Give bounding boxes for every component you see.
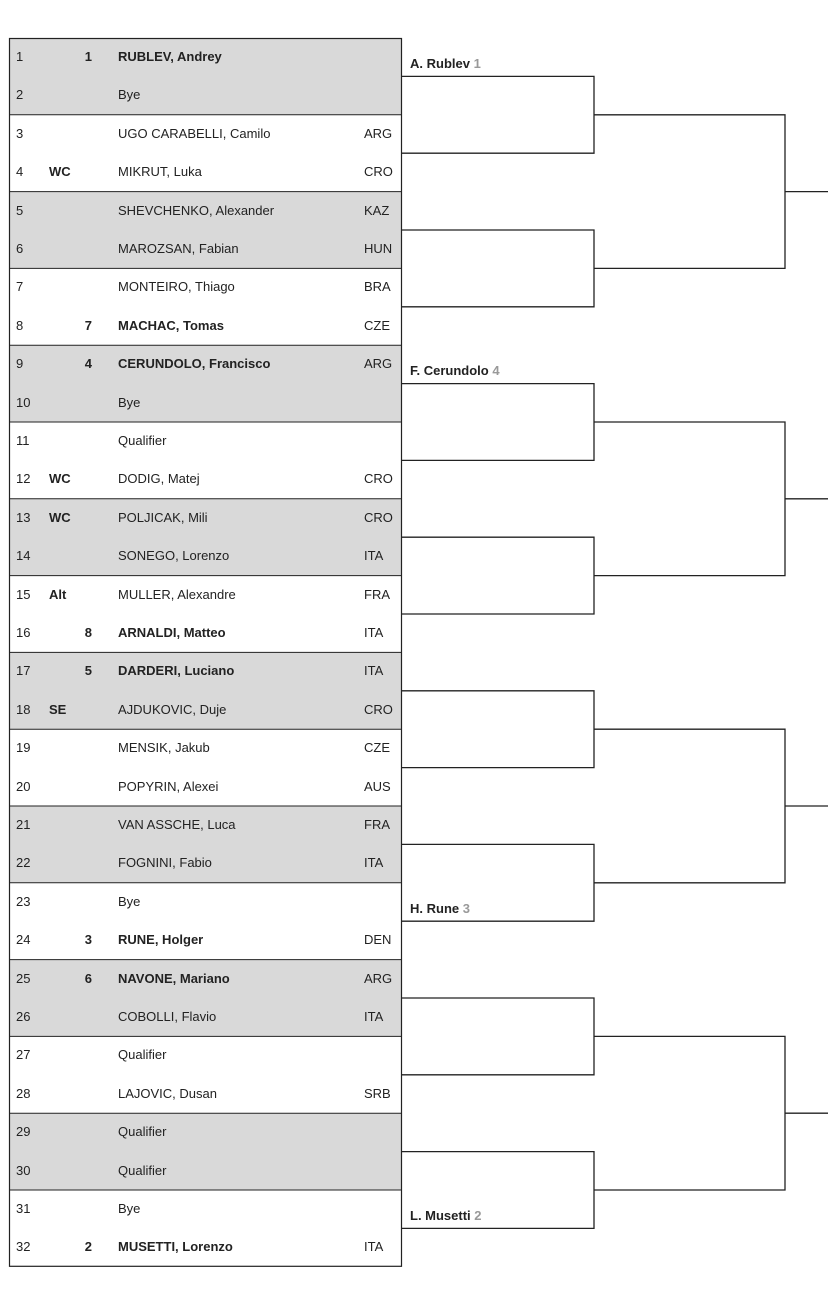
draw-position: 23: [16, 893, 31, 909]
r1-bracket-line: [402, 76, 594, 153]
player-country: AUS: [364, 778, 391, 794]
r1-bracket-line: [402, 384, 594, 461]
entry-type: SE: [49, 701, 67, 717]
advancer-seed: 3: [462, 901, 470, 916]
player-name: MONTEIRO, Thiago: [118, 279, 235, 295]
r1-bracket-line: [402, 230, 594, 307]
player-row: [9, 1048, 402, 1062]
player-name: AJDUKOVIC, Duje: [118, 701, 227, 717]
player-row: [9, 242, 402, 256]
player-name: MUSETTI, Lorenzo: [118, 1239, 233, 1255]
seed-number: 5: [84, 663, 92, 679]
player-country: CRO: [364, 509, 393, 525]
player-country: CRO: [364, 164, 393, 180]
player-name: Bye: [118, 87, 141, 103]
draw-position: 24: [16, 932, 31, 948]
player-name: MENSIK, Jakub: [118, 740, 210, 756]
player-country: ITA: [364, 855, 384, 871]
player-row: [9, 1125, 402, 1139]
draw-position: 11: [16, 433, 30, 448]
player-row: [9, 856, 402, 870]
advancer-name: A. Rublev: [410, 56, 470, 72]
player-country: DEN: [364, 932, 392, 948]
seed-number: 1: [84, 49, 92, 64]
draw-position: 16: [16, 625, 31, 640]
entry-type: WC: [49, 164, 71, 180]
player-row: [9, 588, 402, 602]
player-name: DODIG, Matej: [118, 471, 200, 487]
player-row: [9, 472, 402, 486]
player-row: [9, 1087, 402, 1101]
player-name: POPYRIN, Alexei: [118, 778, 219, 794]
player-row: [9, 626, 402, 640]
player-country: FRA: [364, 586, 390, 602]
player-country: SRB: [364, 1085, 391, 1101]
player-country: HUN: [364, 241, 393, 256]
player-name: Bye: [118, 1201, 141, 1216]
draw-position: 14: [16, 548, 31, 564]
player-name: MULLER, Alexandre: [118, 586, 236, 602]
player-country: CZE: [364, 740, 390, 756]
draw-position: 27: [16, 1047, 31, 1063]
seed-number: 6: [84, 970, 92, 986]
r2-bracket-line: [594, 422, 785, 576]
player-name: Qualifier: [118, 1047, 167, 1063]
draw-position: 10: [16, 394, 31, 410]
player-country: ARG: [364, 970, 393, 986]
draw-position: 22: [16, 855, 31, 871]
player-country: ITA: [364, 548, 384, 564]
player-country: ITA: [364, 663, 384, 679]
player-row: [9, 280, 402, 294]
entry-type: WC: [49, 471, 71, 487]
player-name: LAJOVIC, Dusan: [118, 1085, 217, 1101]
draw-position: 15: [16, 586, 31, 602]
advancer-label: [410, 1209, 482, 1223]
r2-bracket-line: [594, 115, 785, 269]
draw-position: 4: [16, 164, 24, 180]
player-row: [9, 396, 402, 410]
player-country: ARG: [364, 125, 393, 141]
player-row: [9, 319, 402, 333]
advancer-seed: 1: [473, 56, 481, 72]
player-country: FRA: [364, 817, 390, 832]
player-row: [9, 1010, 402, 1024]
player-name: Qualifier: [118, 433, 167, 448]
draw-position: 6: [16, 241, 24, 256]
draw-position: 1: [16, 49, 24, 64]
player-name: Bye: [118, 893, 141, 909]
draw-position: 8: [16, 317, 24, 333]
player-name: Qualifier: [118, 1124, 167, 1140]
player-row: [9, 818, 402, 832]
player-name: RUNE, Holger: [118, 932, 204, 948]
player-country: CRO: [364, 701, 393, 717]
player-row: [9, 357, 402, 371]
player-country: BRA: [364, 279, 391, 295]
player-row: [9, 50, 402, 64]
player-country: ITA: [364, 625, 384, 640]
seed-number: 4: [84, 356, 92, 372]
player-row: [9, 127, 402, 141]
player-name: Bye: [118, 394, 141, 410]
player-row: [9, 434, 402, 448]
draw-position: 21: [16, 817, 31, 832]
entry-type: WC: [49, 509, 71, 525]
draw-position: 20: [16, 778, 31, 794]
seed-number: 8: [84, 625, 92, 640]
advancer-seed: 2: [474, 1208, 482, 1224]
advancer-seed: 4: [492, 363, 500, 379]
player-name: ARNALDI, Matteo: [118, 625, 226, 640]
entry-type: Alt: [49, 586, 67, 602]
draw-position: 19: [16, 740, 31, 756]
advancer-name: L. Musetti: [410, 1208, 471, 1224]
draw-position: 28: [16, 1085, 31, 1101]
player-name: NAVONE, Mariano: [118, 970, 230, 986]
player-name: MIKRUT, Luka: [118, 164, 202, 180]
draw-position: 18: [16, 701, 31, 717]
seed-number: 2: [84, 1239, 92, 1255]
r1-bracket-line: [402, 998, 594, 1075]
player-row: [9, 741, 402, 755]
player-name: DARDERI, Luciano: [118, 663, 235, 679]
player-row: [9, 780, 402, 794]
player-row: [9, 895, 402, 909]
r1-bracket-line: [402, 537, 594, 614]
player-country: KAZ: [364, 202, 390, 218]
player-country: ITA: [364, 1239, 384, 1255]
player-name: MAROZSAN, Fabian: [118, 241, 239, 256]
player-row: [9, 1202, 402, 1216]
player-row: [9, 664, 402, 678]
player-name: SONEGO, Lorenzo: [118, 548, 230, 564]
player-row: [9, 1240, 402, 1254]
player-country: ARG: [364, 356, 393, 372]
draw-position: 5: [16, 202, 24, 218]
player-name: VAN ASSCHE, Luca: [118, 817, 236, 832]
player-country: ITA: [364, 1009, 384, 1024]
advancer-name: H. Rune: [410, 901, 460, 916]
player-name: COBOLLI, Flavio: [118, 1009, 217, 1024]
advancer-name: F. Cerundolo: [410, 363, 489, 379]
draw-position: 32: [16, 1239, 31, 1255]
player-row: [9, 933, 402, 947]
seed-number: 3: [84, 932, 92, 948]
draw-position: 3: [16, 125, 24, 141]
draw-position: 31: [16, 1201, 31, 1216]
player-name: POLJICAK, Mili: [118, 509, 208, 525]
player-row: [9, 165, 402, 179]
draw-position: 13: [16, 509, 31, 525]
player-name: CERUNDOLO, Francisco: [118, 356, 271, 372]
player-name: MACHAC, Tomas: [118, 317, 224, 333]
player-row: [9, 511, 402, 525]
r2-bracket-line: [594, 1036, 785, 1190]
player-row: [9, 703, 402, 717]
draw-position: 9: [16, 356, 24, 372]
draw-position: 25: [16, 970, 31, 986]
r2-bracket-line: [594, 729, 785, 883]
player-name: SHEVCHENKO, Alexander: [118, 202, 275, 218]
draw-position: 7: [16, 279, 24, 295]
draw-position: 30: [16, 1162, 31, 1178]
draw-position: 17: [16, 663, 31, 679]
player-name: UGO CARABELLI, Camilo: [118, 125, 271, 141]
draw-position: 29: [16, 1124, 31, 1140]
draw-position: 2: [16, 87, 24, 103]
r1-bracket-line: [402, 691, 594, 768]
player-name: Qualifier: [118, 1162, 167, 1178]
advancer-label: [410, 57, 481, 71]
advancer-label: [410, 364, 500, 378]
player-row: [9, 88, 402, 102]
player-name: FOGNINI, Fabio: [118, 855, 212, 871]
draw-position: 12: [16, 471, 31, 487]
player-row: [9, 972, 402, 986]
player-country: CRO: [364, 471, 393, 487]
player-row: [9, 549, 402, 563]
advancer-label: [410, 902, 470, 916]
player-country: CZE: [364, 317, 390, 333]
player-name: RUBLEV, Andrey: [118, 49, 222, 64]
draw-position: 26: [16, 1009, 31, 1024]
seed-number: 7: [84, 317, 92, 333]
player-row: [9, 204, 402, 218]
player-row: [9, 1164, 402, 1178]
